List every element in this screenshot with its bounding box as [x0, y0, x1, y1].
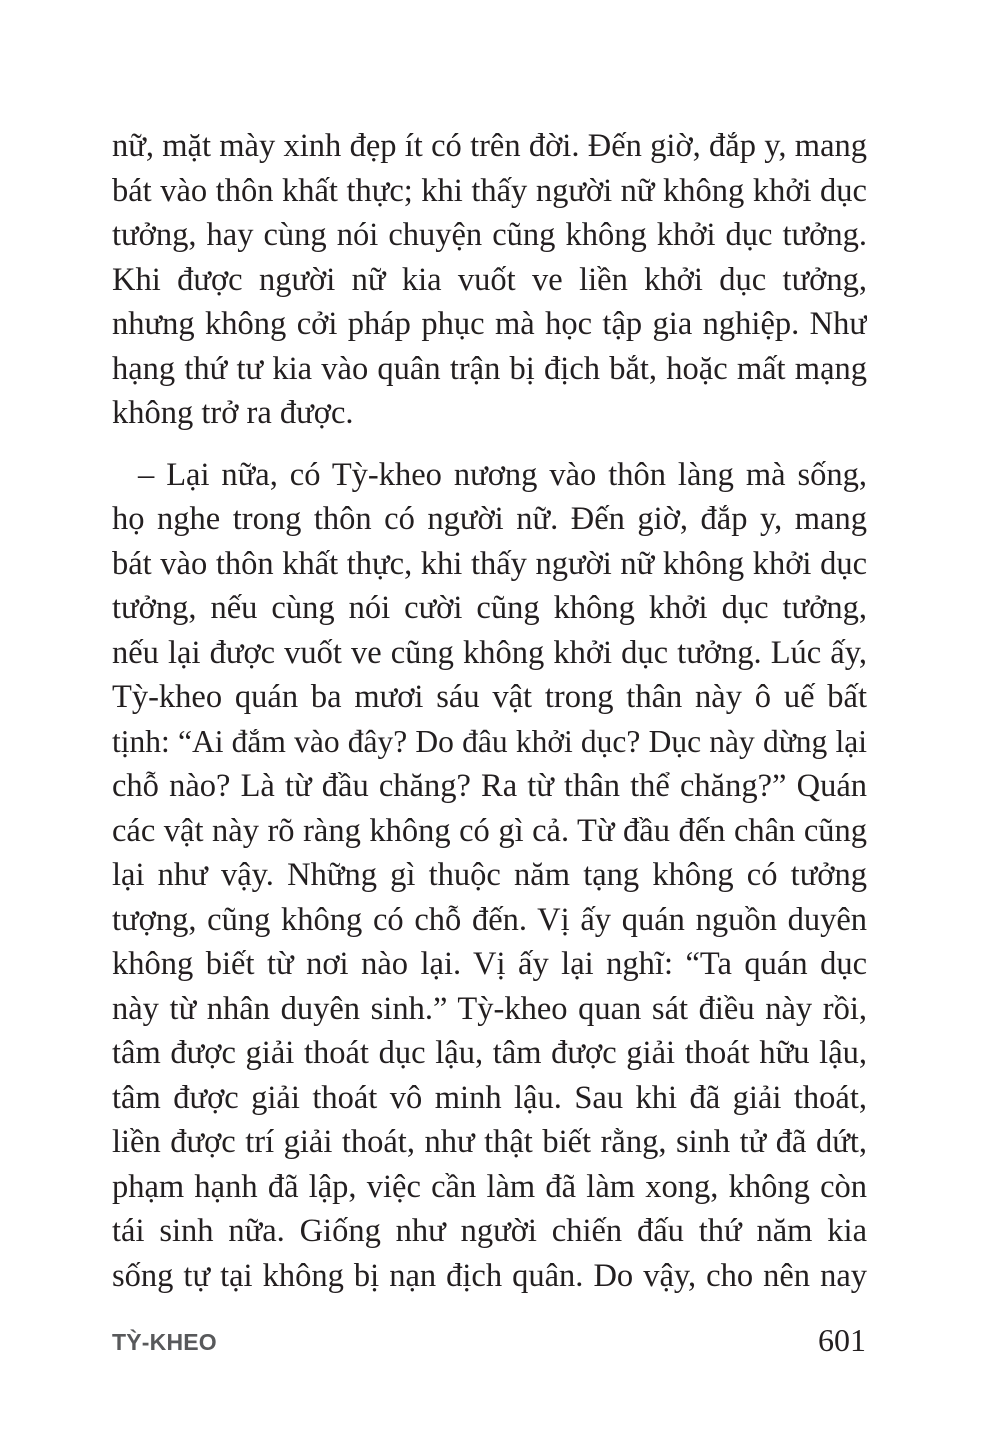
text-line: tượng, cũng không có chỗ đến. Vị ấy quán nguồn duyên: [112, 901, 867, 938]
text-line: Tỳ-kheo quán ba mươi sáu vật trong thân này ô uế bất: [112, 679, 867, 715]
text-line: nữ, mặt mày xinh đẹp ít có trên đời. Đến giờ, đắp y, mang: [112, 128, 867, 164]
text-line: lại như vậy. Những gì thuộc năm tạng không có tưởng: [112, 857, 867, 893]
text-line: nếu lại được vuốt ve cũng không khởi dục tưởng. Lúc ấy,: [112, 634, 867, 671]
text-line: nhưng không cởi pháp phục mà học tập gia nghiệp. Như: [112, 306, 867, 342]
text-line: liền được trí giải thoát, như thật biết rằng, sinh tử đã dứt,: [112, 1124, 867, 1160]
text-line: sống tự tại không bị nạn địch quân. Do vậy, cho nên nay: [112, 1257, 867, 1294]
text-line: Khi được người nữ kia vuốt ve liền khởi dục tưởng,: [112, 261, 867, 298]
paragraph-spacer: [112, 436, 867, 453]
text-line: tưởng, nếu cùng nói cười cũng không khởi dục tưởng,: [112, 590, 867, 626]
text-line: tâm được giải thoát vô minh lậu. Sau khi đã giải thoát,: [112, 1079, 867, 1116]
text-line: tái sinh nữa. Giống như người chiến đấu thứ năm kia: [112, 1213, 867, 1249]
text-line: hạng thứ tư kia vào quân trận bị địch bắt, hoặc mất mạng: [112, 350, 867, 387]
text-line: các vật này rõ ràng không có gì cả. Từ đầu đến chân cũng: [112, 812, 867, 849]
text-line: – Lại nữa, có Tỳ-kheo nương vào thôn làng mà sống,: [138, 456, 867, 493]
text-line: họ nghe trong thôn có người nữ. Đến giờ, đắp y, mang: [112, 501, 867, 537]
text-line: tịnh: “Ai đắm vào đây? Do đâu khởi dục? Dục này dừng lại: [112, 723, 867, 759]
text-line: không biết từ nơi nào lại. Vị ấy lại nghĩ: “Ta quán dục: [112, 946, 867, 982]
text-line: phạm hạnh đã lập, việc cần làm đã làm xong, không còn: [112, 1168, 867, 1205]
text-line: không trở ra được.: [112, 395, 354, 431]
text-line: này từ nhân duyên sinh.” Tỳ-kheo quan sát điều này rồi,: [112, 990, 867, 1027]
page-number: 601: [818, 1322, 866, 1358]
text-line: tưởng, hay cùng nói chuyện cũng không khởi dục tưởng.: [112, 217, 867, 253]
text-line: bát vào thôn khất thực; khi thấy người nữ không khởi dục: [112, 172, 867, 209]
text-line: tâm được giải thoát dục lậu, tâm được giải thoát hữu lậu,: [112, 1035, 867, 1071]
body-text: [112, 124, 867, 1298]
text-line: bát vào thôn khất thực, khi thấy người nữ không khởi dục: [112, 545, 867, 582]
running-footer-title: TỲ-KHEO: [112, 1329, 217, 1355]
text-line: chỗ nào? Là từ đầu chăng? Ra từ thân thể chăng?” Quán: [112, 768, 867, 804]
paragraph-1: [112, 124, 867, 436]
paragraph-2: [112, 453, 867, 1299]
